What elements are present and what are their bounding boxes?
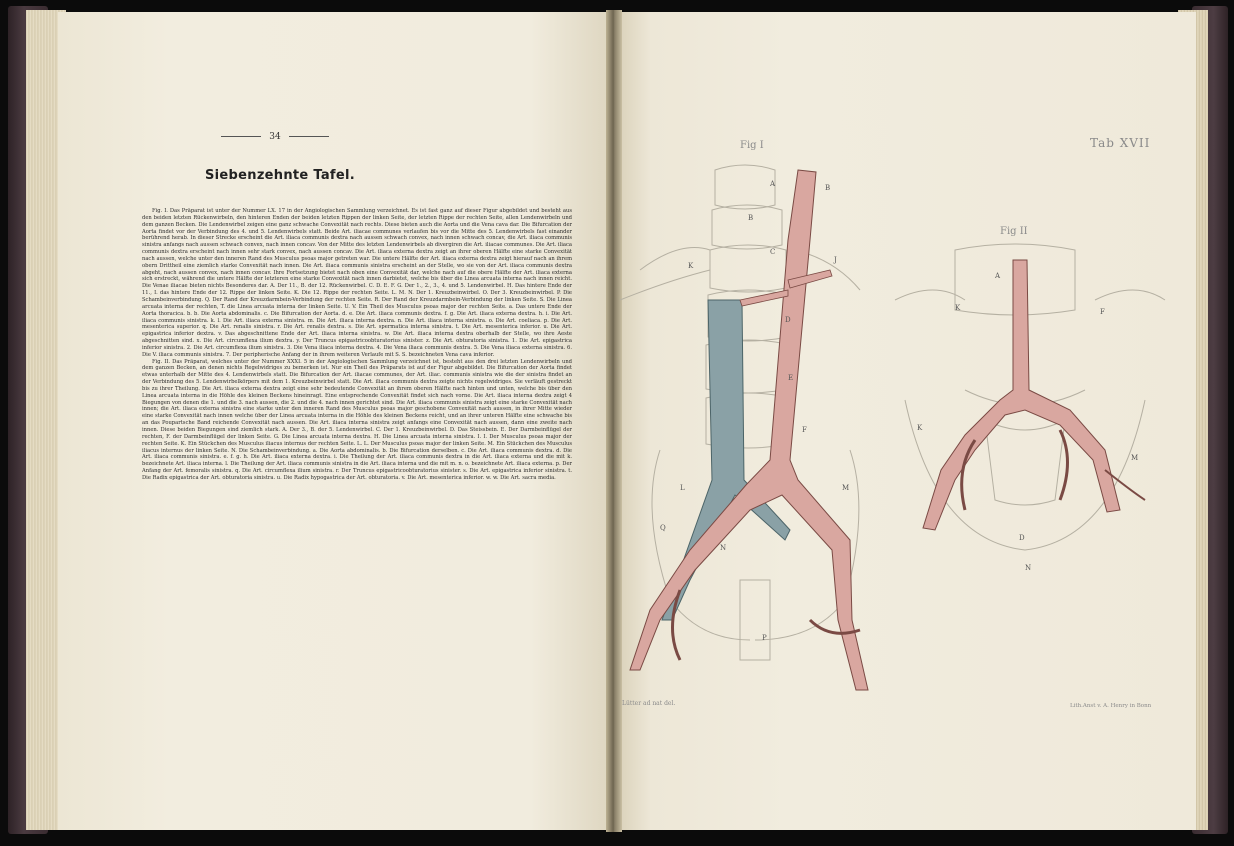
fig-1-description: Fig. I. Das Präparat ist unter der Nummer LX. 17 in der Angiologischen Sammlung verzeichnet. Es ist fast ganz auf dieser Figur abgebildet und besteht aus den beiden letzten Rückenwirbeln, den hinteren Enden der beiden letzten Rippen der linken Seite, der letzten Rippe der rechten Seite, allen Lendenwirbeln und dem ganzen Becken. Die Lendenwirbel zeigen eine ganz schwache Convexität nach rechts. Diese bieten auch die Aorta und die Vena cava dar. Die Bifurcation der Aorta findet vor der Verbindung des 4. und 5. Lendenwirbels statt. Beide Art. iliacae communes verlaufen bis vor die Mitte des 5. Lendenwirbels fast einander berührend herab. In dieser Strecke erscheint die Art. iliaca communis dextra nach aussen schwach convex, nach innen schwach concav, die Art. iliaca communis sinistra anfangs nach aussen schwach convex, nach innen concav. Von der Mitte des letzten Lendenwirbels ab divergiren die Art. iliacae communes. Die Art. iliaca communis dextra erscheint nach innen sehr stark convex, nach aussen concav. Die Art. iliaca externa dextra zeigt an ihrer oberen Hälfte eine starke Convexität nach aussen, welche unter den inneren Rand des Musculus psoas major getreten war. Die untere Hälfte der Art. iliaca externa dextra zeigt hierauf nach an ihrem obern Drittheil eine ziemlich starke Convexität nach innen. Die Art. iliaca communis sinistra erscheint an der Stelle, wo sie von der Art. iliaca communis dextra abgeht, nach aussen convex, nach innen concav. Ihre Fortsetzung bietet nach oben eine Convexität dar, welche nach auf die obere Hälfte der Art. iliaca externa sich erstreckt, während die untere Hälfte der letzteren eine starke Convexität nach innen darbietet, welche bis über die Linea arcuata interna nach innen reicht. Die Venae iliacae bieten nichts Besonderes dar. A. Der 11., B. der 12. Rückenwirbel. C. D. E. F. G. Der 1., 2., 3., 4. und 5. Lendenwirbel. H. Das hintere Ende der 11., I. das hintere Ende der 12. Rippe der linken Seite. K. Die 12. Rippe der rechten Seite. L. M. N. Der 1. Kreuzbeinwirbel. O. Der 3. Kreuzbeinwirbel. P. Die Schambeinverbindung. Q. Der Rand der Kreuzdarmbein-Verbindung der rechten Seite. R. Der Rand der Kreuzdarmbein-Verbindung der linken Seite. S. Die Linea arcuata interna der rechten, T. die Linea arcuata interna der linken Seite. U. V. Ein Theil des Musculus psoas major der rechten Seite. a. Das untere Ende der Aorta thoracica. b. b. Die Aorta abdominalis. c. Die Bifurcation der Aorta. d. e. Die Art. iliaca communis dextra. f. g. Die Art. iliaca externa dextra. h. i. Die Art. iliaca communis sinistra. k. l. Die Art. iliaca externa sinistra. m. Die Art. iliaca interna dextra. n. Die Art. iliaca interna sinistra. o. Die Art. coeliaca. p. Die Art. mesenterica superior. q. Die Art. renalis sinistra. r. Die Art. renalis dextra. s. Die Art. spermatica interna sinistra. t. Die Art. mesenterica inferior. u. Die Art. epigastrica inferior dextra. v. Das abgeschnittene Ende der Art. iliaca interna sinistra. w. Die Art. iliaca interna dextra oberhalb der Stelle, wo ihre Aeste abgeschnitten sind. x. Die Art. circumflexa ilium dextra. y. Der Truncus epigastricoobturatorius sinister. z. Die Art. obturatoria sinistra. 1. Die Art. epigastrica inferior sinistra. 2. Die Art. circumflexa ilium sinistra. 3. Die Vena iliaca interna dextra. 4. Die Vena iliaca communis dextra. 5. Die Vena iliaca externa sinistra. 6. Die V. iliaca communis sinistra. 7. Der peripherische Anfang der in ihrem weiteren Verlaufe mit S. S. bezeichneten Vena cava inferior. [142, 208, 572, 358]
fig2-arteries [923, 260, 1145, 530]
svg-text:K: K [955, 304, 961, 312]
svg-text:F: F [802, 426, 807, 434]
fig-1-label: Fig I [740, 140, 764, 151]
svg-text:F: F [1100, 308, 1105, 316]
svg-text:J: J [834, 256, 837, 264]
plate-title: Tab XVII [1090, 136, 1151, 150]
plate-heading: Siebenzehnte Tafel. [205, 168, 355, 183]
svg-text:D: D [1019, 534, 1025, 542]
fig-2-description: Fig. II. Das Präparat, welches unter der Nummer XXXI. 5 in der Angiologischen Sammlung verzeichnet ist, besteht aus den drei letzten Lendenwirbeln und dem ganzen Becken, an denen nichts Regelwidriges zu bemerken ist. Nur ein Theil des Präparats ist auf der Figur abgebildet. Die Bifurcation der Aorta findet etwas unterhalb der Mitte des 4. Lendenwirbels statt. Die Bifurcation der Art. iliacae communes, der Art. iliac. communis sinistra wie die der sinistra findet an der Verbindung des 5. Lendenwirbelkörpers mit dem 1. Kreuzbeinwirbel statt. Die Art. iliaca communis dextra zeigte nichts regelwidriges. Sie verläuft gestreckt bis zu ihrer Theilung. Die Art. iliaca externa dextra zeigt eine sehr bedeutende Convexität an ihrem oberen Hälfte nach hinten und unten, welche bis über den Linea arcuata interna in die Höhle des kleinen Beckens hineinragt. Eine entsprechende Convexität findet sich nach vorne. Die Art. iliaca interna dextra zeigt 4 Biegungen von denen die 1. und die 3. nach aussen, die 2. und die 4. nach innen gerichtet sind. Die Art. iliaca communis sinistra zeigt eine starke Convexität nach innen; die Art. iliaca externa sinistra eine starke unter den inneren Rand des Musculus psoas major geschobene Convexität nach aussen, in ihrer Mitte wieder eine starke Convexität nach innen welche über der Linea arcuata interna in die Höhle des kleinen Beckens reicht, und an ihrer unteren Hälfte eine schwache bis an das Poupartsche Band reichende Convexität nach aussen. Die Art. iliaca interna sinistra zeigt anfangs eine Convexität nach aussen, dann eine zweite nach innen. Diese beiden Biegungen sind ziemlich stark. A. Der 3., B. der 5. Lendenwirbel. C. Der 1. Kreuzbeinwirbel. D. Das Steissbein. E. Der Darmbeinflügel der rechten, F. der Darmbeinflügel der linken Seite. G. Die Linea arcuata interna dextra. H. Die Linea arcuata interna sinistra. I. I. Der Musculus psoas major der rechten Seite. K. Ein Stückchen des Musculus iliacus internus der rechten Seite. L. L. Der Musculus psoas major der linken Seite. M. Ein Stückchen des Musculus iliacus internus der linken Seite. N. Die Schambeinverbindung. a. Die Aorta abdominalis. b. Die Bifurcation derselben. c. Die Art. iliaca communis dextra. d. Die Art. iliaca communis sinistra. e. f. g. h. Die Art. iliaca externa dextra. i. Die Theilung der Art. iliaca communis dextra in die Art. iliaca externa und die mit k. bezeichnete Art. iliaca interna. l. Die Theilung der Art. iliaca communis sinistra in die Art. iliaca interna und die mit m. n. o. bezeichnete Art. iliaca externa. p. Der Anfang der Art. femoralis sinistra. q. Die Art. circumflexa ilium sinistra. r. Der Truncus epigastricoobturatorius sinister. s. Die Art. epigastrica inferior sinistra. t. Die Radix epigastrica der Art. obturatoria sinistra. u. Die Radix hypogastrica der Art. obturatoria. v. Die Art. mesenterica inferior. w. w. Die Art. sacra media. [142, 358, 572, 481]
aorta-and-iliac-arteries [630, 170, 868, 690]
svg-text:K: K [688, 262, 694, 270]
svg-text:M: M [842, 484, 850, 492]
svg-text:N: N [1025, 564, 1032, 572]
svg-text:N: N [720, 544, 727, 552]
svg-text:B: B [748, 214, 754, 222]
svg-text:E: E [788, 374, 794, 382]
svg-text:P: P [762, 634, 767, 642]
svg-text:L: L [680, 484, 685, 492]
svg-text:A: A [995, 272, 1001, 280]
svg-text:K: K [917, 424, 923, 432]
figure-2-illustration [895, 240, 1165, 570]
svg-text:B: B [825, 184, 831, 192]
svg-text:D: D [785, 316, 791, 324]
fig-2-label: Fig II [1000, 226, 1028, 237]
svg-text:M: M [1131, 454, 1139, 462]
svg-text:A: A [770, 180, 776, 188]
figure-1-illustration [620, 150, 890, 690]
page-number: 34 [200, 132, 350, 142]
svg-text:C: C [770, 248, 776, 256]
plate-description [142, 208, 572, 678]
lithographer-credit: Lith.Anst v. A. Henry in Bonn [1070, 703, 1152, 709]
artist-credit: Lütter ad nat del. [622, 700, 676, 707]
svg-text:Q: Q [660, 524, 666, 532]
